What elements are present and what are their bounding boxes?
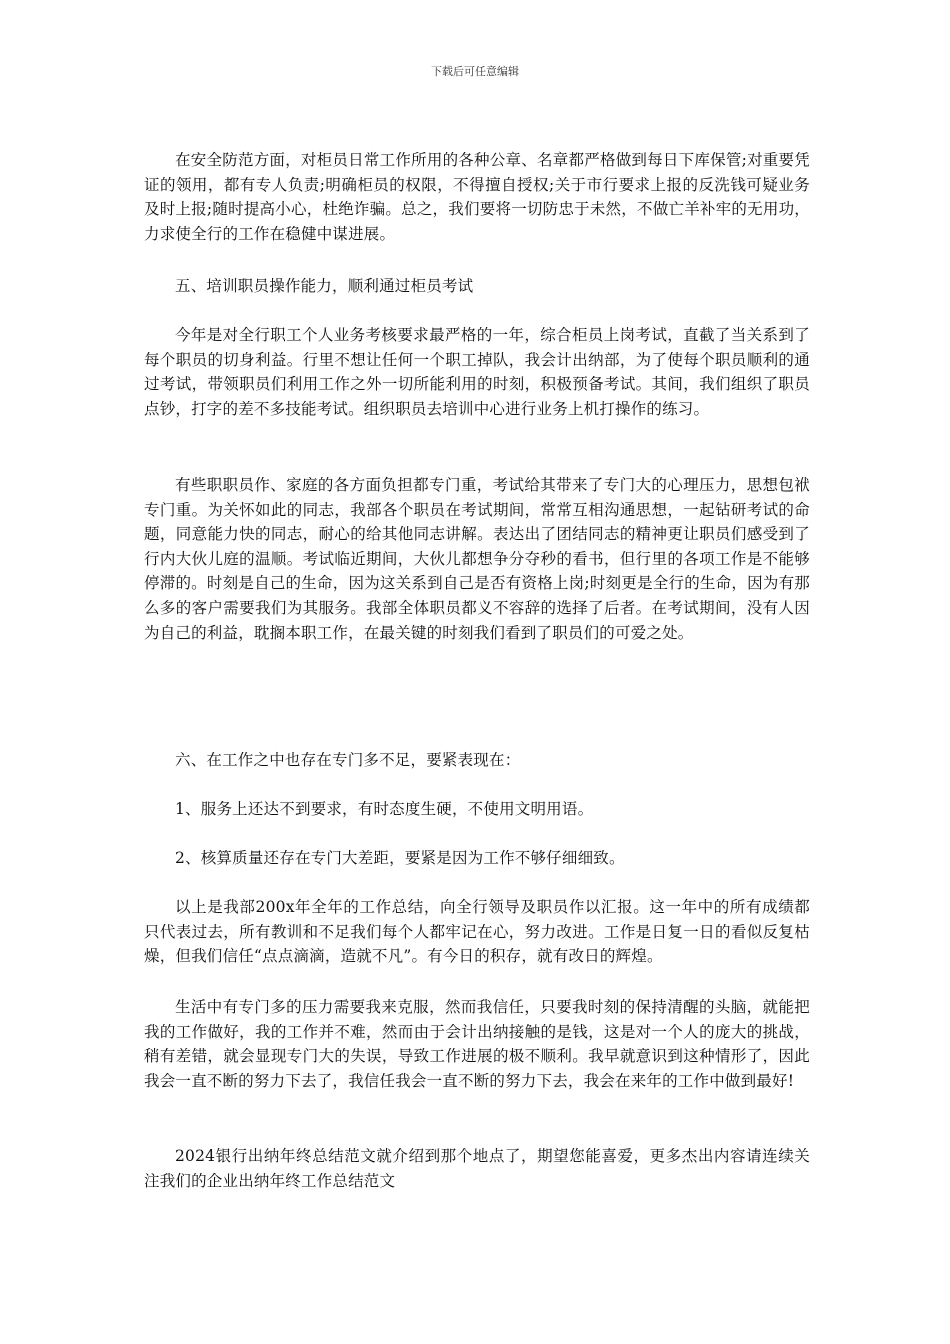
list-item-accounting: 2、核算质量还存在专门大差距，要紧是因为工作不够仔细细致。 [175, 849, 625, 867]
page-header: 下载后可任意编辑 [431, 65, 519, 78]
paragraph-commitment: 生活中有专门多的压力需要我来克服，然而我信任，只要我时刻的保持清醒的头脑，就能把我的工作做好，我的工作并不难，然而由于会计出纳接触的是钱，这是对一个人的庞大的挑战，稍有差错，就会显现专门大的失误，导致工作进展的极不顺利。我早就意识到这种情形了，因此我会一直不断的努力下去了，我信任我会一直不断的努力下去，我会在来年的工作中做到最好! [144, 998, 810, 1090]
section-heading-five: 五、培训职员操作能力，顺利通过柜员考试 [175, 277, 474, 295]
paragraph-summary: 以上是我部200x年全年的工作总结，向全行领导及职员作以汇报。这一年中的所有成绩都只代表过去，所有教训和不足我们每个人都牢记在心，努力改进。工作是日复一日的看似反复枯燥，但我们信任“点点滴滴，造就不凡”。有今日的积存，就有改日的辉煌。 [144, 898, 810, 966]
list-item-service: 1、服务上还达不到要求，有时态度生硬，不使用文明用语。 [175, 800, 594, 818]
paragraph-training: 今年是对全行职工个人业务考核要求最严格的一年，综合柜员上岗考试，直截了当关系到了每个职员的切身利益。行里不想让任何一个职工掉队，我会计出纳部，为了使每个职员顺利的通过考试，带领职员们利用工作之外一切所能利用的时刻，积极预备考试。其间，我们组织了职员点钞，打字的差不多技能考试。组织职员去培训中心进行业务上机打操作的练习。 [144, 326, 810, 418]
paragraph-staff-pressure: 有些职职员作、家庭的各方面负担都专门重，考试给其带来了专门大的心理压力，思想包袱专门重。为关怀如此的同志，我部各个职员在考试期间，常常互相沟通思想，一起钻研考试的命题，同意能力快的同志，耐心的给其他同志讲解。表达出了团结同志的精神更让职员们感受到了行内大伙儿庭的温顺。考试临近期间，大伙儿都想争分夺秒的看书，但行里的各项工作是不能够停滞的。时刻是自己的生命，因为这关系到自己是否有资格上岗;时刻更是全行的生命，因为有那么多的客户需要我们为其服务。我部全体职员都义不容辞的选择了后者。在考试期间，没有人因为自己的利益，耽搁本职工作，在最关键的时刻我们看到了职员们的可爱之处。 [144, 476, 810, 642]
paragraph-security: 在安全防范方面，对柜员日常工作所用的各种公章、名章都严格做到每日下库保管;对重要凭证的领用，都有专人负责;明确柜员的权限，不得擅自授权;关于市行要求上报的反洗钱可疑业务及时上报;随时提高小心，杜绝诈骗。总之，我们要将一切防忠于未然，不做亡羊补牢的无用功，力求使全行的工作在稳健中谋进展。 [144, 151, 810, 243]
section-heading-six: 六、在工作之中也存在专门多不足，要紧表现在： [175, 751, 521, 769]
paragraph-closing: 2024银行出纳年终总结范文就介绍到那个地点了，期望您能喜爱，更多杰出内容请连续关注我们的企业出纳年终工作总结范文 [144, 1147, 810, 1190]
